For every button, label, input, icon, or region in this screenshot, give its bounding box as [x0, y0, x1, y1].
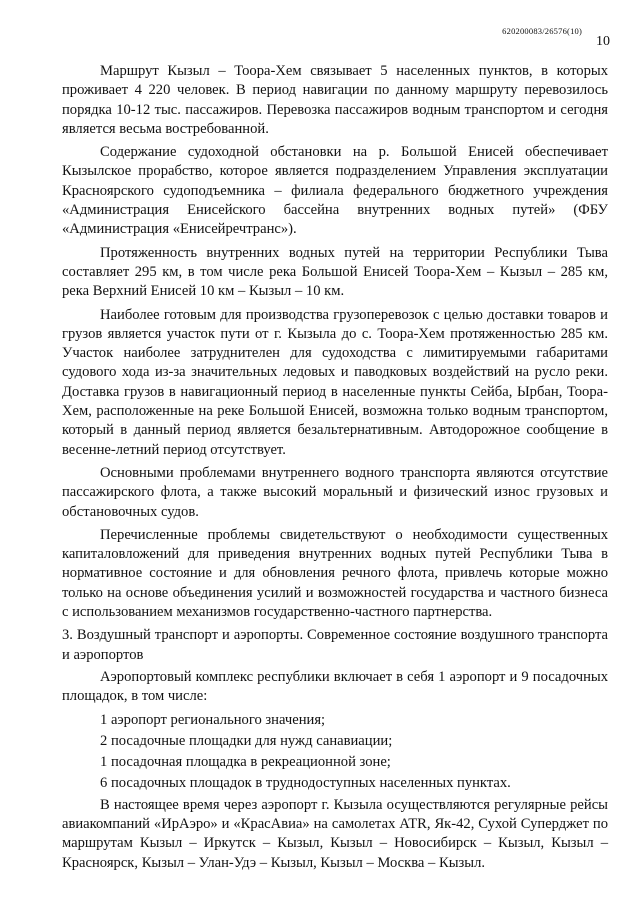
paragraph-navigation-maintenance: Содержание судоходной обстановки на р. Большой Енисей обеспечивает Кызылское прорабство, которое является подразделением Управления эксплуатации Красноярского судоподъемника – филиала федерального бюджетного учреждения «Администрация Енисейского бассейна внутренних водных путей» (ФБУ «Администрация «Енисейречтранс»). [62, 144, 608, 238]
paragraph-cargo-section: Наиболее готовым для производства грузоперевозок с целью доставки товаров и грузов является участок пути от г. Кызыла до с. Тоора-Хем протяженностью 285 км. Участок наиболее затруднителен для судоходства с лимитируемыми габаритами судового хода из-за значительных ледовых и паводковых воздействий на русло реки. Доставка грузов в навигационный период в населенные пункты Сейба, Ырбан, Тоора-Хем, расположенные на реке Большой Енисей, возможна только водным транспортом, который в данный период является безальтернативным. Автодорожное сообщение в весенне-летний период отсутствует. [62, 306, 608, 458]
list-item: 6 посадочных площадок в труднодоступных населенных пунктах. [100, 775, 511, 792]
document-body [62, 62, 608, 877]
list-item: 1 аэропорт регионального значения; [100, 711, 326, 728]
document-id: 620200083/26576(10) [502, 26, 582, 36]
list-item: 1 посадочная площадка в рекреационной зоне; [100, 754, 391, 771]
paragraph-main-problems: Основными проблемами внутреннего водного транспорта являются отсутствие пассажирского флота, а также высокий моральный и физический износ грузовых и обстановочных судов. [62, 464, 608, 520]
paragraph-route: Маршрут Кызыл – Тоора-Хем связывает 5 населенных пунктов, в которых проживает 4 220 человек. В период навигации по данному маршруту перевозилось порядка 10-12 тыс. пассажиров. Перевозка пассажиров водным транспортом и сегодня является весьма востребованной. [62, 63, 608, 137]
page-number: 10 [596, 34, 610, 49]
paragraph-airport-complex: Аэропортовый комплекс республики включает в себя 1 аэропорт и 9 посадочных площадок, в том числе: [62, 668, 608, 705]
section-heading-air-transport: 3. Воздушный транспорт и аэропорты. Современное состояние воздушного транспорта и аэропортов [62, 627, 608, 663]
list-item: 2 посадочные площадки для нужд санавиации; [100, 732, 393, 749]
paragraph-waterway-length: Протяженность внутренних водных путей на территории Республики Тыва составляет 295 км, в том числе река Большой Енисей Тоора-Хем – Кызыл – 285 км, река Верхний Енисей 10 км – Кызыл – 10 км. [62, 244, 608, 300]
paragraph-investment-need: Перечисленные проблемы свидетельствуют о необходимости существенных капиталовложений для приведения внутренних водных путей Республики Тыва в нормативное состояние и для обновления речного флота, привлечь которые можно только на основе объединения усилий и возможностей государства и частного бизнеса с использованием механизмов государственно-частного партнерства. [62, 526, 608, 621]
paragraph-regular-flights: В настоящее время через аэропорт г. Кызыла осуществляются регулярные рейсы авиакомпаний «ИрАэро» и «КрасАвиа» на самолетах ATR, Як-42, Сухой Суперджет по маршрутам Кызыл – Иркутск – Кызыл, Кызыл – Новосибирск – Кызыл, Кызыл – Красноярск, Кызыл – Улан-Удэ – Кызыл, Кызыл – Москва – Кызыл. [62, 796, 608, 871]
